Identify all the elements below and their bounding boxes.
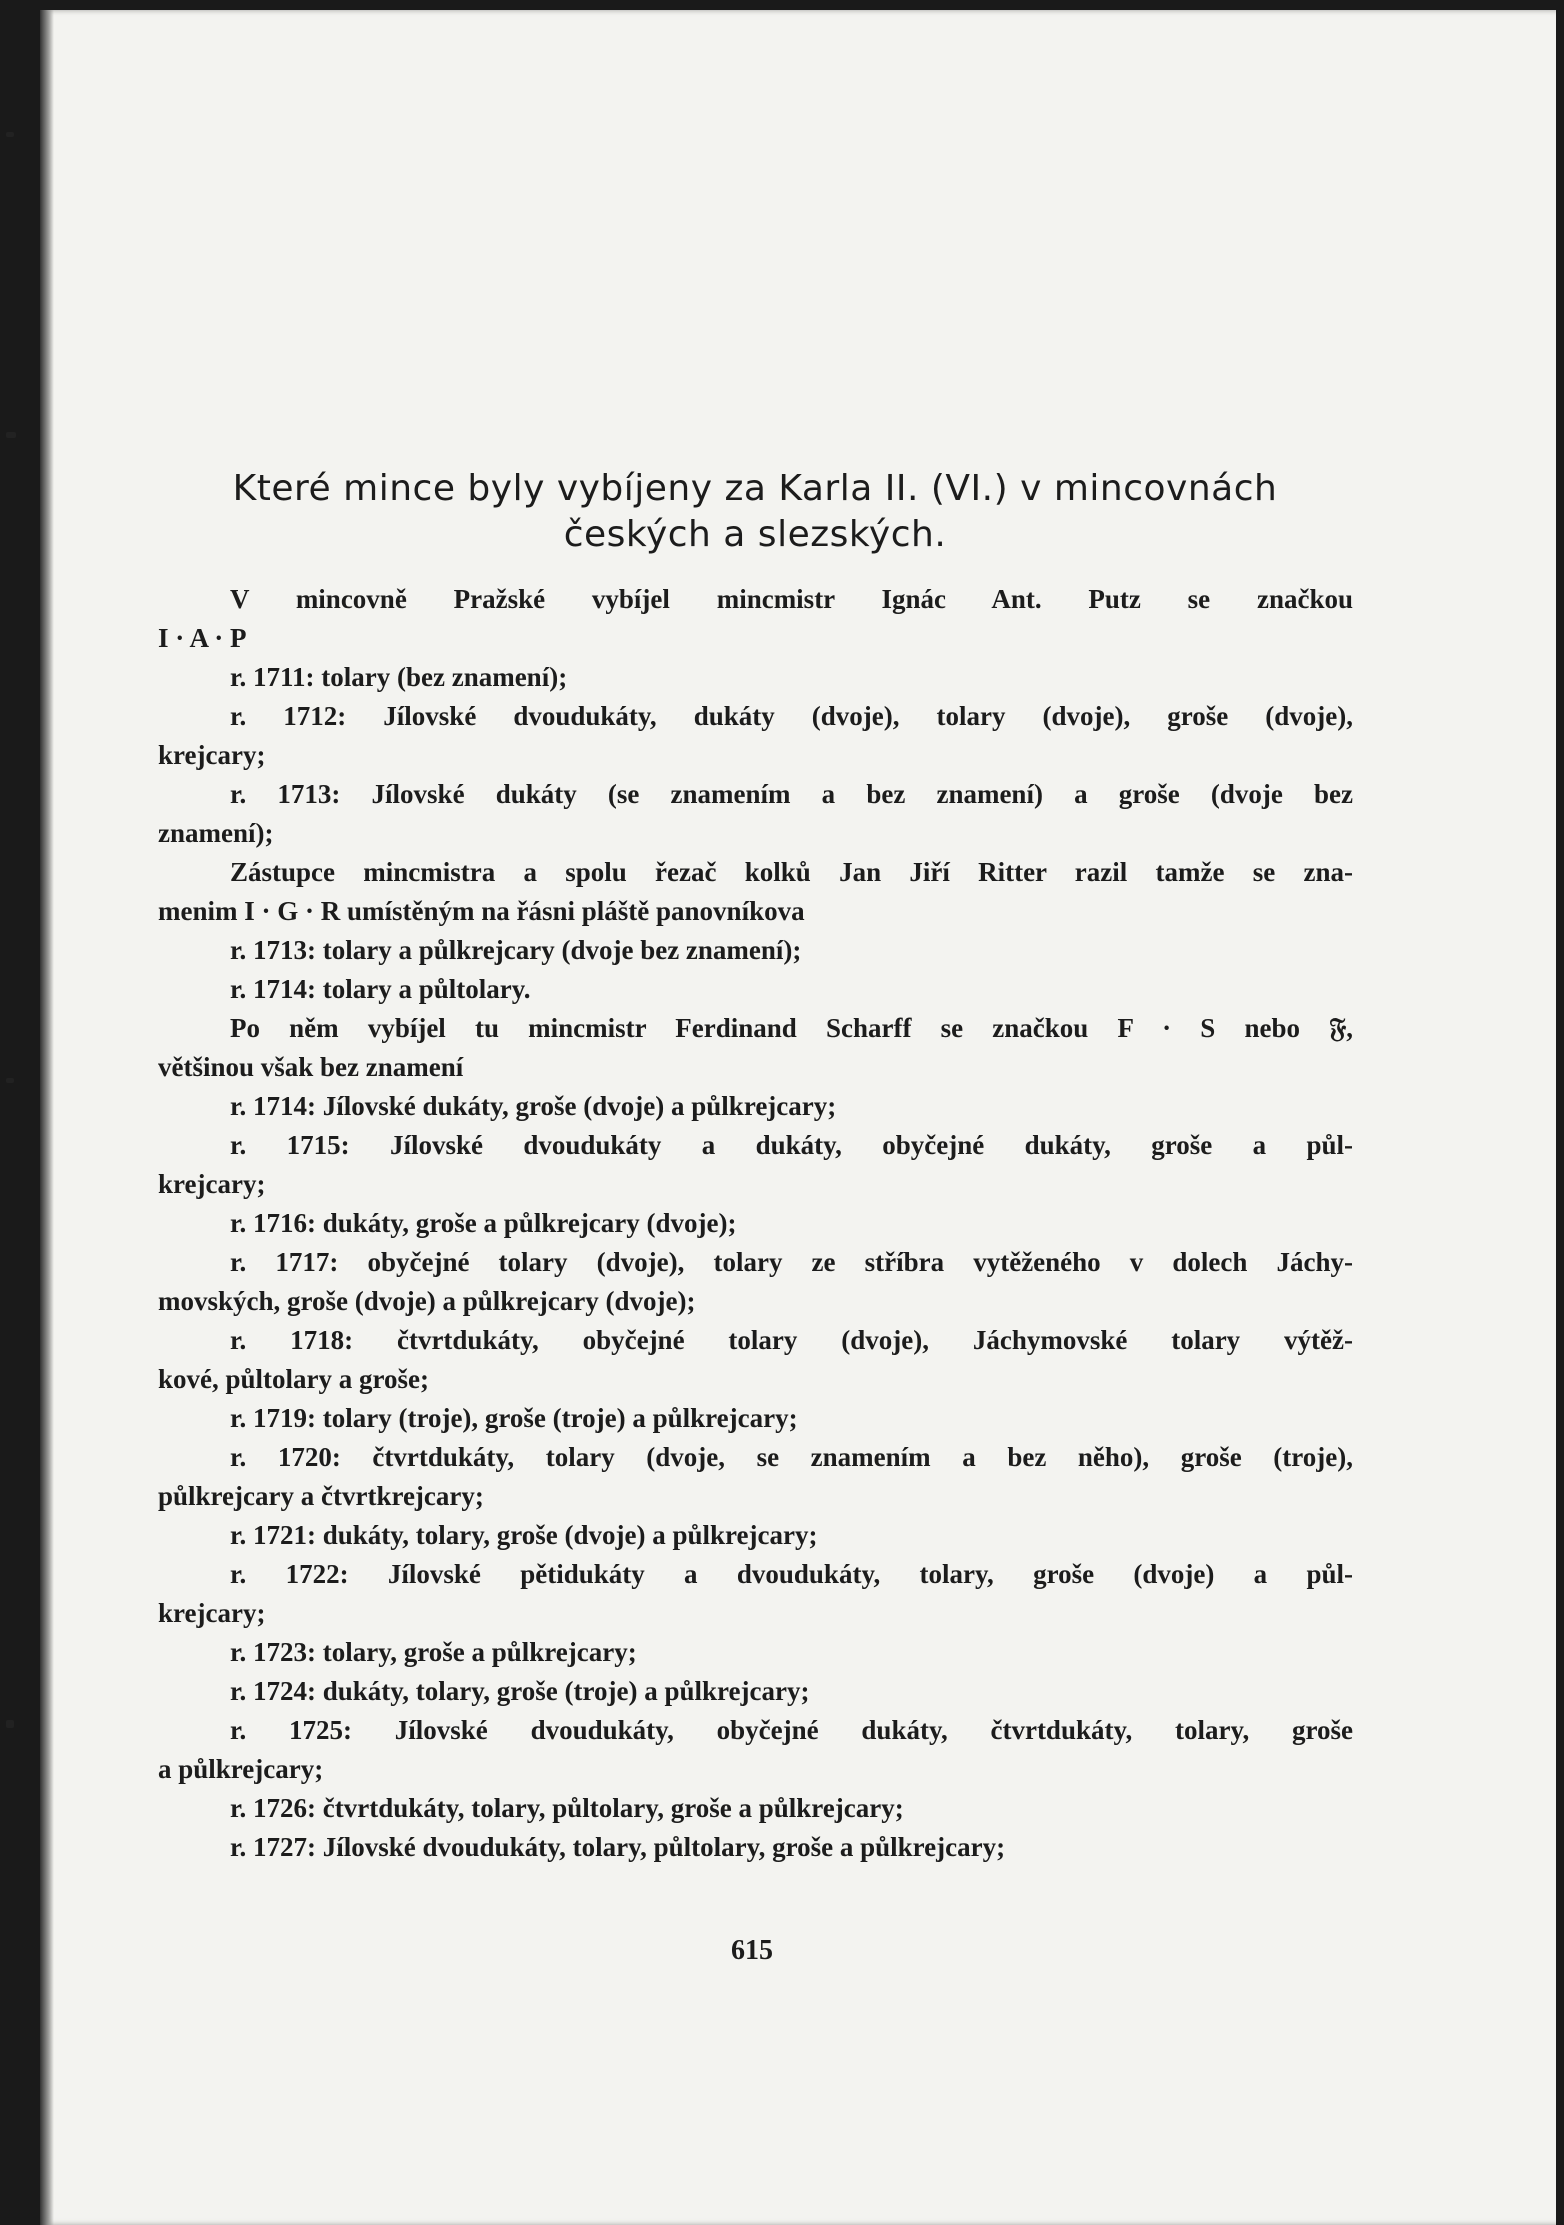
text-line: krejcary;	[158, 1169, 266, 1199]
body-text	[158, 580, 1353, 1867]
text-line: r. 1714: tolary a půltolary.	[230, 974, 531, 1004]
text-line: r. 1716: dukáty, groše a půlkrejcary (dvoje);	[230, 1208, 737, 1238]
text-line: půlkrejcary a čtvrtkrejcary;	[158, 1481, 484, 1511]
page-number: 615	[731, 1935, 773, 1966]
text-line: r. 1718: čtvrtdukáty, obyčejné tolary (dvoje), Jáchymovské tolary výtěž-	[230, 1325, 1353, 1355]
text-line: r. 1721: dukáty, tolary, groše (dvoje) a půlkrejcary;	[230, 1520, 818, 1550]
text-line: movských, groše (dvoje) a půlkrejcary (dvoje);	[158, 1286, 696, 1316]
text-line: znamení);	[158, 818, 274, 848]
book-spine-shadow	[40, 10, 54, 2225]
text-line: r. 1727: Jílovské dvoudukáty, tolary, půltolary, groše a půlkrejcary;	[230, 1832, 1006, 1862]
text-line: Po něm vybíjel tu mincmistr Ferdinand Scharff se značkou F · S nebo 𝔉,	[230, 1013, 1353, 1043]
margin-speck	[6, 432, 16, 438]
text-line: a půlkrejcary;	[158, 1754, 324, 1784]
text-line: r. 1715: Jílovské dvoudukáty a dukáty, obyčejné dukáty, groše a půl-	[230, 1130, 1353, 1160]
text-line: Zástupce mincmistra a spolu řezač kolků Jan Jiří Ritter razil tamže se zna-	[230, 857, 1353, 887]
text-line: r. 1724: dukáty, tolary, groše (troje) a půlkrejcary;	[230, 1676, 810, 1706]
text-line: r. 1719: tolary (troje), groše (troje) a půlkrejcary;	[230, 1403, 798, 1433]
text-line: krejcary;	[158, 740, 266, 770]
text-line: r. 1726: čtvrtdukáty, tolary, půltolary, groše a půlkrejcary;	[230, 1793, 904, 1823]
text-line: r. 1722: Jílovské pětidukáty a dvoudukáty, tolary, groše (dvoje) a půl-	[230, 1559, 1353, 1589]
heading-line-2: českých a slezských.	[563, 514, 947, 555]
text-line: r. 1712: Jílovské dvoudukáty, dukáty (dvoje), tolary (dvoje), groše (dvoje),	[230, 701, 1353, 731]
text-line: r. 1717: obyčejné tolary (dvoje), tolary ze stříbra vytěženého v dolech Jáchy-	[230, 1247, 1353, 1277]
section-heading	[150, 466, 1360, 558]
text-line: krejcary;	[158, 1598, 266, 1628]
text-line: většinou však bez znamení	[158, 1052, 464, 1082]
text-line: menim I · G · R umístěným na řásni pláště panovníkova	[158, 896, 805, 926]
text-line: r. 1711: tolary (bez znamení);	[230, 662, 568, 692]
text-line: r. 1723: tolary, groše a půlkrejcary;	[230, 1637, 637, 1667]
text-line: V mincovně Pražské vybíjel mincmistr Ignác Ant. Putz se značkou	[230, 584, 1353, 614]
text-line: r. 1713: Jílovské dukáty (se znamením a bez znamení) a groše (dvoje bez	[230, 779, 1353, 809]
text-line: r. 1720: čtvrtdukáty, tolary (dvoje, se znamením a bez něho), groše (troje),	[230, 1442, 1353, 1472]
text-line: r. 1725: Jílovské dvoudukáty, obyčejné dukáty, čtvrtdukáty, tolary, groše	[230, 1715, 1353, 1745]
text-line: I · A · P	[158, 623, 247, 653]
text-line: kové, půltolary a groše;	[158, 1364, 429, 1394]
heading-line-1: Které mince byly vybíjeny za Karla II. (VI.) v mincovnách	[232, 468, 1278, 509]
margin-speck	[6, 1720, 14, 1728]
margin-speck	[6, 132, 14, 137]
margin-speck	[6, 1078, 14, 1083]
text-line: r. 1713: tolary a půlkrejcary (dvoje bez znamení);	[230, 935, 802, 965]
text-line: r. 1714: Jílovské dukáty, groše (dvoje) a půlkrejcary;	[230, 1091, 837, 1121]
